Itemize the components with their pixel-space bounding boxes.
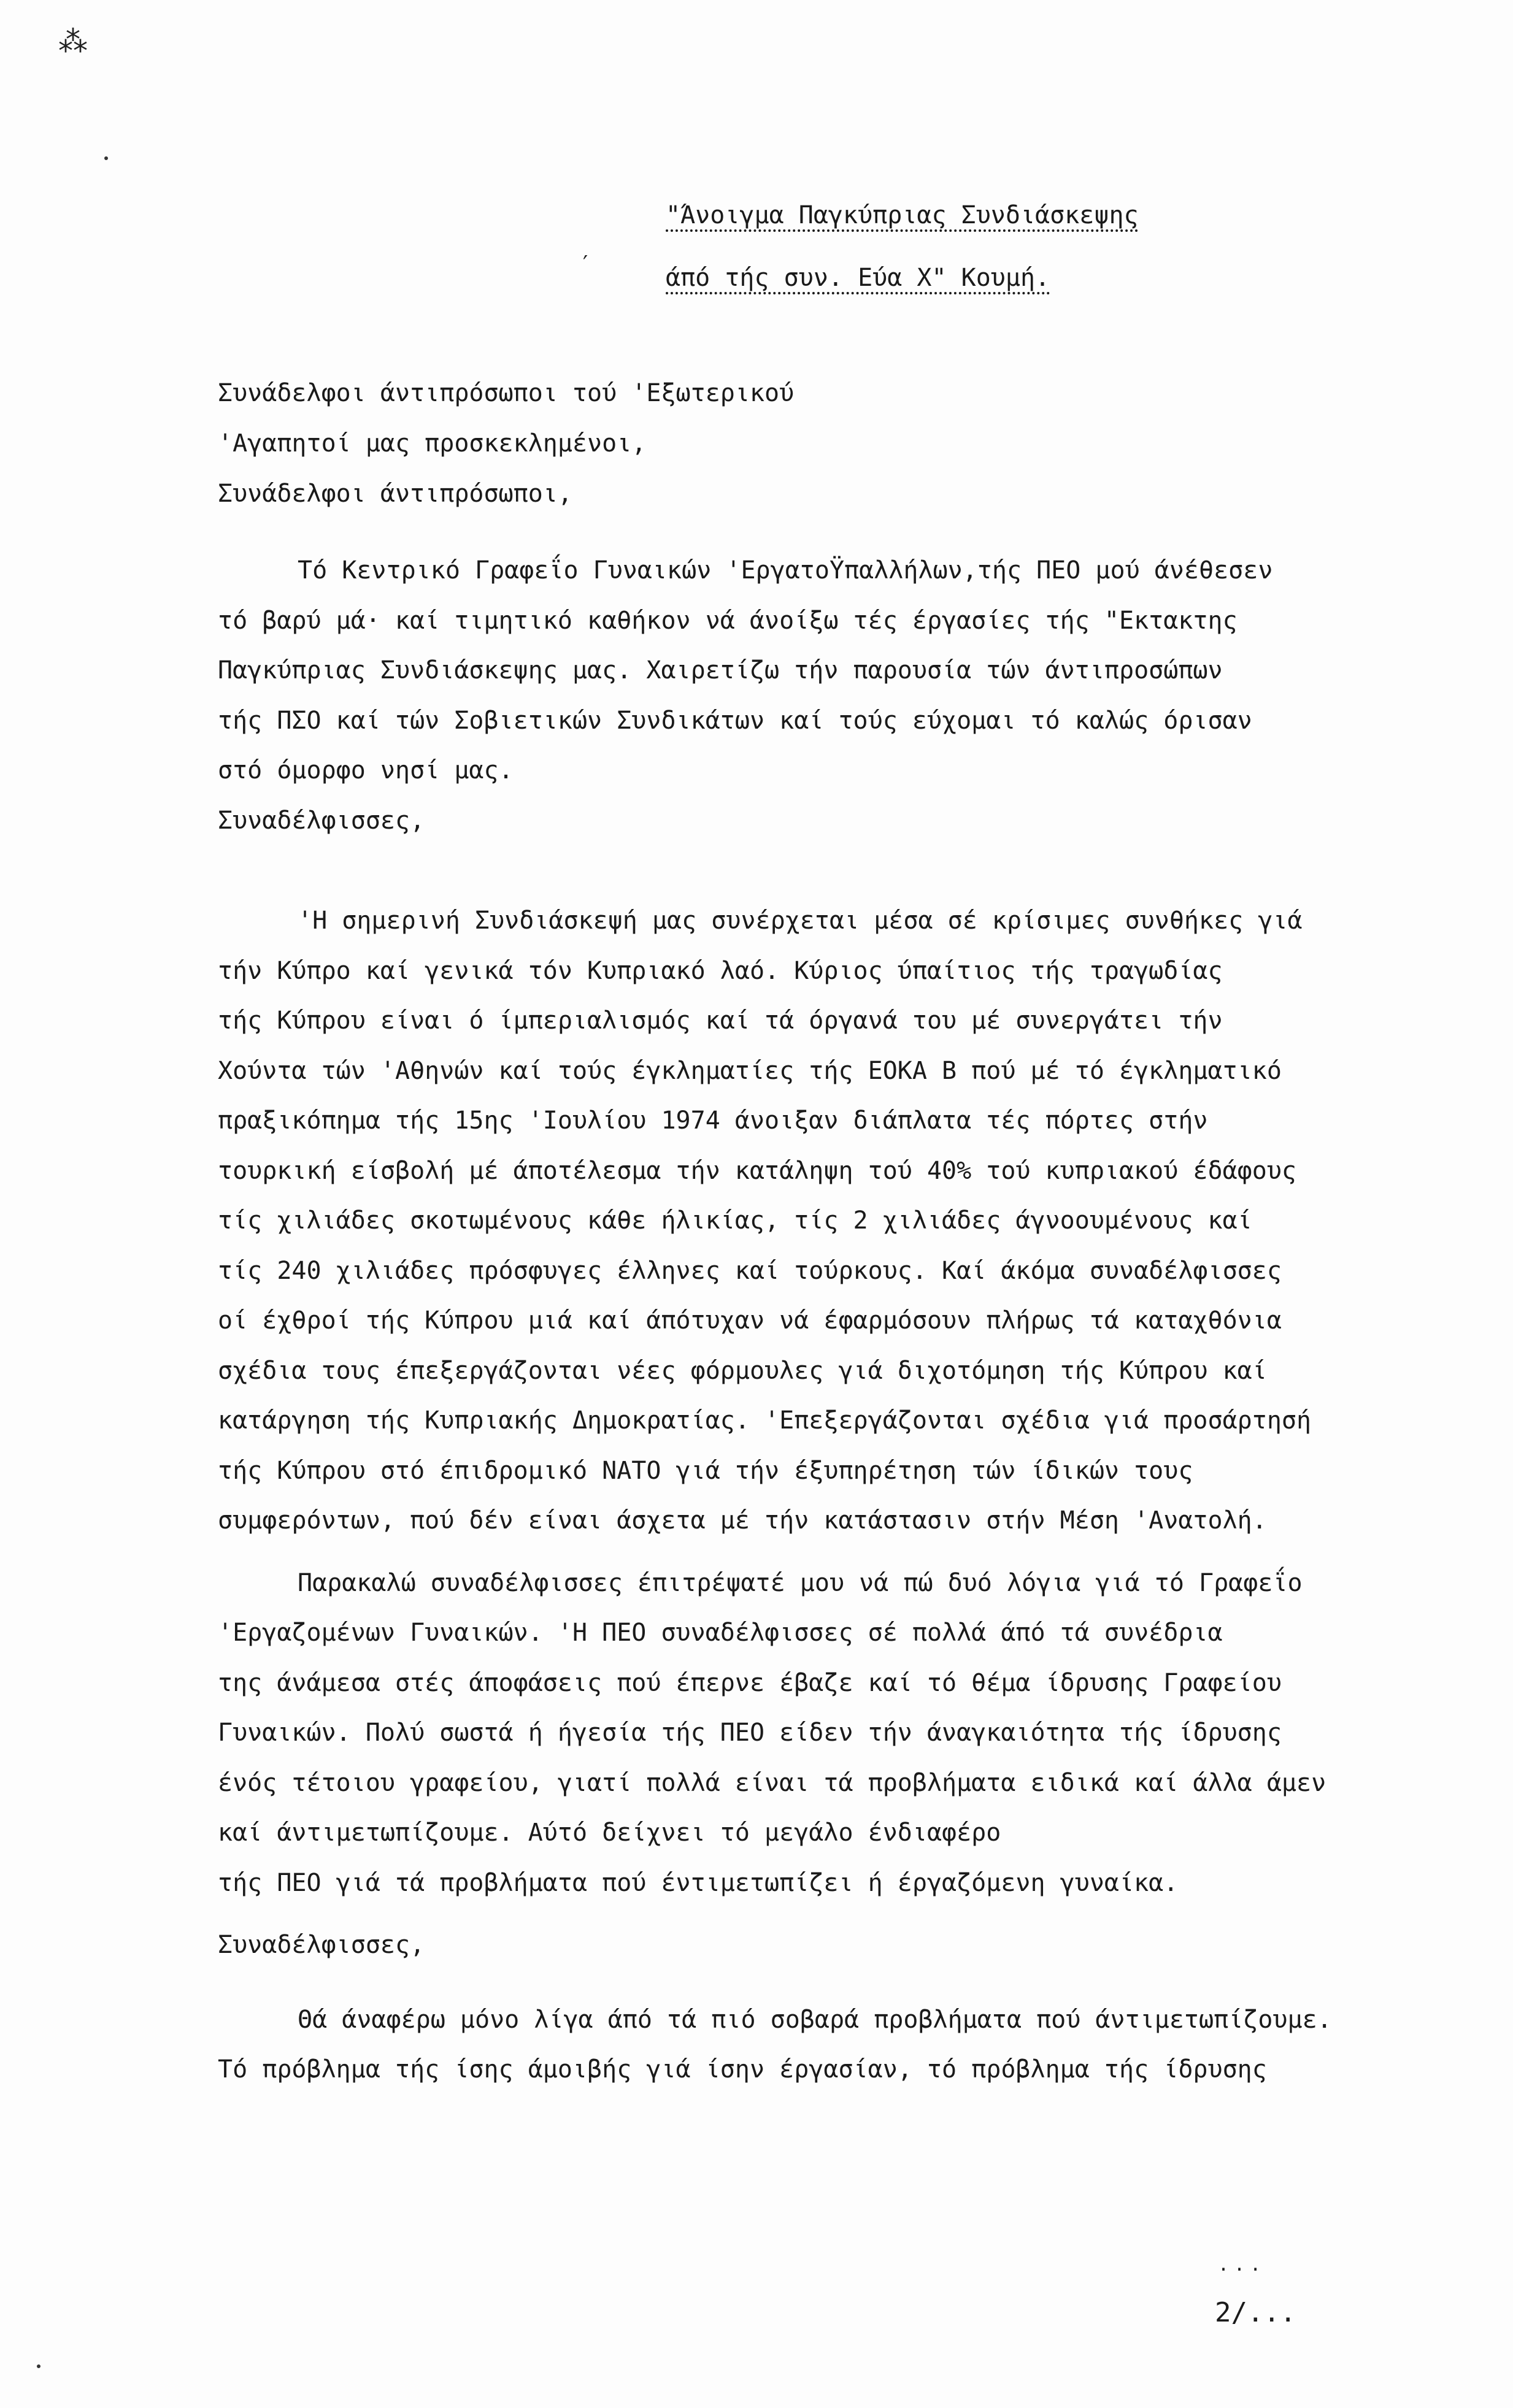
text-line: τίς 240 χιλιάδες πρόσφυγες έλληνες καί τούρκους. Καί άκόμα συναδέλφισσες (218, 1256, 1282, 1285)
scan-speck (104, 156, 108, 160)
text-line: 'Εργαζομένων Γυναικών. 'Η ΠΕΟ συναδέλφισσες σέ πολλά άπό τά συνέδρια (218, 1619, 1223, 1647)
salutation-line: 'Αγαπητοί μας προσκεκλημένοι, (218, 429, 647, 458)
text-line: Παγκύπριας Συνδιάσκεψης μας. Χαιρετίζω τήν παρουσία τών άντιπροσώπων (218, 656, 1223, 684)
text-line: Γυναικών. Πολύ σωστά ή ήγεσία τής ΠΕΟ είδεν τήν άναγκαιότητα τής ίδρυσης (218, 1719, 1282, 1747)
text-line: τήν Κύπρο καί γενικά τόν Κυπριακό λαό. Κύριος ύπαίτιος τής τραγωδίας (218, 956, 1223, 985)
paragraph-1 (218, 546, 1408, 796)
paragraph-gap (218, 1546, 1408, 1559)
document-title (666, 184, 1139, 309)
paragraph-4 (218, 1995, 1408, 2095)
text-line: σχέδια τους έπεξεργάζονται νέες φόρμουλες γιά διχοτόμηση τής Κύπρου καί (218, 1356, 1267, 1385)
paragraph-gap (218, 846, 1408, 896)
scan-speck (37, 2364, 40, 2368)
text-line: κατάργηση τής Κυπριακής Δημοκρατίας. 'Επεξεργάζονται σχέδια γιά προσάρτησή (218, 1406, 1312, 1435)
letter-body (218, 546, 1408, 2095)
text-line: της άνάμεσα στές άποφάσεις πού έπερνε έβαζε καί τό θέμα ίδρυσης Γραφείου (218, 1668, 1282, 1697)
text-line: Θά άναφέρω μόνο λίγα άπό τά πιό σοβαρά προβλήματα πού άντιμετωπίζουμε. (298, 2005, 1332, 2034)
paragraph-3 (218, 1559, 1408, 1909)
text-line: τό βαρύ μά· καί τιμητικό καθήκον νά άνοίξω τές έργασίες τής "Εκτακτης (218, 606, 1238, 635)
text-line: στό όμορφο νησί μας. (218, 756, 514, 784)
salutation-line: Συνάδελφοι άντιπρόσωποι τού 'Εξωτερικού (218, 379, 795, 407)
ink-mark-icon: ⁂ (58, 25, 88, 59)
text-line: Τό πρόβλημα τής ίσης άμοιβής γιά ίσην έργασίαν, τό πρόβλημα τής ίδρυσης (218, 2055, 1267, 2084)
text-line: 'Η σημερινή Συνδιάσκεψή μας συνέρχεται μέσα σέ κρίσιμες συνθήκες γιά (298, 907, 1303, 935)
paragraph-gap (218, 1971, 1408, 1995)
text-line: τής ΠΕΟ γιά τά προβλήματα πού έντιμετωπίζει ή έργαζόμενη γυναίκα. (218, 1868, 1179, 1897)
text-line: Τό Κεντρικό Γραφεΐο Γυναικών 'ΕργατοΫπαλλήλων,τής ΠΕΟ μού άνέθεσεν (298, 556, 1273, 585)
text-line: τής Κύπρου είναι ό ίμπεριαλισμός καί τά όργανά του μέ συνεργάτει τήν (218, 1007, 1223, 1035)
salutation-list (218, 368, 794, 519)
text-line: τής ΠΣΟ καί τών Σοβιετικών Συνδικάτων καί τούς εύχομαι τό καλώς όρισαν (218, 706, 1252, 735)
address-line (218, 796, 1408, 846)
title-line-1: "Άνοιγμα Παγκύπριας Συνδιάσκεψης (666, 201, 1139, 229)
text-line: συμφερόντων, πού δέν είναι άσχετα μέ τήν κατάστασιν στήν Μέση 'Ανατολή. (218, 1506, 1267, 1535)
text-line: πραξικόπημα τής 15ης 'Ιουλίου 1974 άνοιξαν διάπλατα τές πόρτες στήν (218, 1106, 1208, 1135)
text-line: Χούντα τών 'Αθηνών καί τούς έγκληματίες τής ΕΟΚΑ Β πού μέ τό έγκληματικό (218, 1056, 1282, 1085)
text-line: καί άντιμετωπίζουμε. Αύτό δείχνει τό μεγάλο ένδιαφέρο (218, 1819, 1001, 1847)
text-line: Συναδέλφισσες, (218, 806, 425, 835)
text-line: Συναδέλφισσες, (218, 1931, 425, 1959)
salutation-line: Συνάδελφοι άντιπρόσωποι, (218, 480, 572, 508)
continuation-dots: ... (1218, 2254, 1266, 2276)
text-line: ένός τέτοιου γραφείου, γιατί πολλά είναι τά προβλήματα ειδικά καί άλλα άμεν (218, 1768, 1326, 1797)
text-line: τίς χιλιάδες σκοτωμένους κάθε ήλικίας, τίς 2 χιλιάδες άγνοουμένους καί (218, 1206, 1252, 1235)
address-line (218, 1920, 1408, 1971)
page-number: 2/... (1215, 2297, 1296, 2328)
text-line: τουρκική είσβολή μέ άποτέλεσμα τήν κατάληψη τού 40% τού κυπριακού έδάφους (218, 1156, 1296, 1185)
text-line: τής Κύπρου στό έπιδρομικό ΝΑΤΟ γιά τήν έξυπηρέτηση τών ίδικών τους (218, 1456, 1193, 1485)
text-line: οί έχθροί τής Κύπρου μιά καί άπότυχαν νά έφαρμόσουν πλήρως τά καταχθόνια (218, 1306, 1282, 1335)
text-line: Παρακαλώ συναδέλφισσες έπιτρέψατέ μου νά πώ δυό λόγια γιά τό Γραφεΐο (298, 1568, 1303, 1597)
title-line-2: άπό τής συν. Εύα Χ" Κουμή. (666, 264, 1050, 292)
margin-tick-mark: ′ (583, 251, 588, 277)
paragraph-2 (218, 896, 1408, 1546)
